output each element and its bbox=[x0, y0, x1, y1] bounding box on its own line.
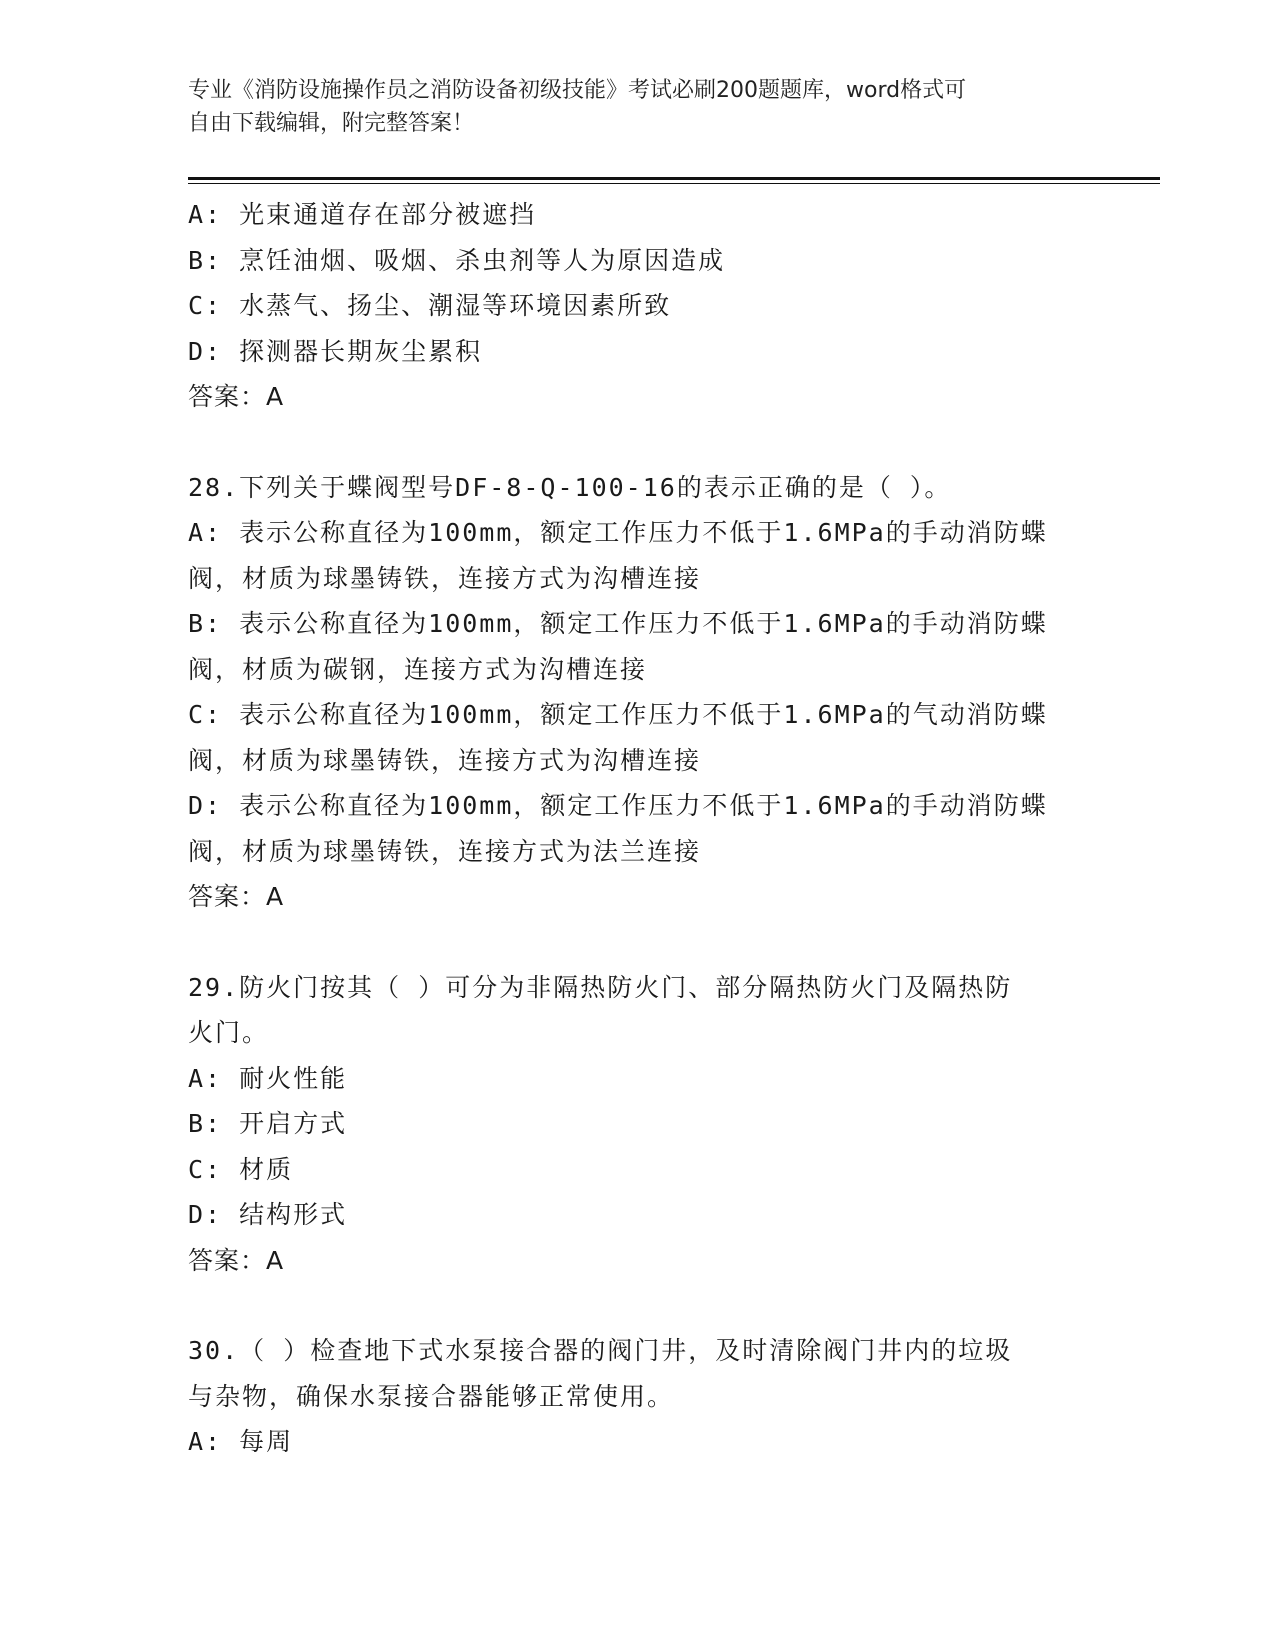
q27-option-a: A: 光束通道存在部分被遮挡 bbox=[188, 200, 537, 229]
q28-stem: 28.下列关于蝶阀型号DF-8-Q-100-16的表示正确的是（ ）。 bbox=[188, 472, 952, 502]
question-29-block bbox=[188, 965, 1088, 1284]
q29-answer: 答案：A bbox=[188, 1245, 285, 1275]
header-rule-thick bbox=[188, 177, 1160, 180]
q28-option-d-line-1: D: 表示公称直径为100mm，额定工作压力不低于1.6MPa的手动消防蝶 bbox=[188, 791, 1048, 820]
page-header bbox=[188, 74, 1068, 140]
spacer bbox=[188, 1283, 1088, 1328]
q28-answer: 答案：A bbox=[188, 882, 285, 911]
spacer bbox=[188, 420, 1088, 465]
q29-option-c: C: 材质 bbox=[188, 1154, 294, 1184]
q29-option-b: B: 开启方式 bbox=[188, 1109, 348, 1138]
question-content bbox=[188, 192, 1088, 1465]
q29-option-a: A: 耐火性能 bbox=[188, 1063, 348, 1093]
question-30-block bbox=[188, 1328, 1088, 1465]
q28-option-c-line-2: 阀，材质为球墨铸铁，连接方式为沟槽连接 bbox=[188, 745, 702, 775]
q29-stem-line-1: 29.防火门按其（ ）可分为非隔热防火门、部分隔热防火门及隔热防 bbox=[188, 972, 1013, 1002]
q28-option-b-line-1: B: 表示公称直径为100mm，额定工作压力不低于1.6MPa的手动消防蝶 bbox=[188, 609, 1048, 638]
header-title-line-1: 专业《消防设施操作员之消防设备初级技能》考试必刷200题题库，word格式可 bbox=[188, 78, 967, 103]
q28-option-d-line-2: 阀，材质为球墨铸铁，连接方式为法兰连接 bbox=[188, 836, 702, 866]
header-title-line-2: 自由下载编辑，附完整答案！ bbox=[188, 111, 475, 136]
header-rule-thin bbox=[188, 183, 1160, 184]
q27-answer: 答案：A bbox=[188, 382, 285, 411]
q30-stem-line-2: 与杂物，确保水泵接合器能够正常使用。 bbox=[188, 1381, 675, 1411]
q29-stem-line-2: 火门。 bbox=[188, 1018, 270, 1047]
q28-option-a-line-2: 阀，材质为球墨铸铁，连接方式为沟槽连接 bbox=[188, 563, 702, 593]
question-28-block bbox=[188, 465, 1088, 920]
q29-option-d: D: 结构形式 bbox=[188, 1200, 348, 1229]
q27-option-b: B: 烹饪油烟、吸烟、杀虫剂等人为原因造成 bbox=[188, 245, 726, 275]
q28-option-b-line-2: 阀，材质为碳钢，连接方式为沟槽连接 bbox=[188, 654, 648, 684]
q27-option-c: C: 水蒸气、扬尘、潮湿等环境因素所致 bbox=[188, 291, 672, 320]
q30-stem-line-1: 30.（ ）检查地下式水泵接合器的阀门井，及时清除阀门井内的垃圾 bbox=[188, 1336, 1013, 1365]
q27-option-d: D: 探测器长期灰尘累积 bbox=[188, 336, 483, 366]
question-27-block bbox=[188, 192, 1088, 420]
q28-option-c-line-1: C: 表示公称直径为100mm，额定工作压力不低于1.6MPa的气动消防蝶 bbox=[188, 700, 1048, 729]
spacer bbox=[188, 920, 1088, 965]
q28-option-a-line-1: A: 表示公称直径为100mm，额定工作压力不低于1.6MPa的手动消防蝶 bbox=[188, 518, 1048, 547]
q30-option-a: A: 每周 bbox=[188, 1427, 294, 1456]
